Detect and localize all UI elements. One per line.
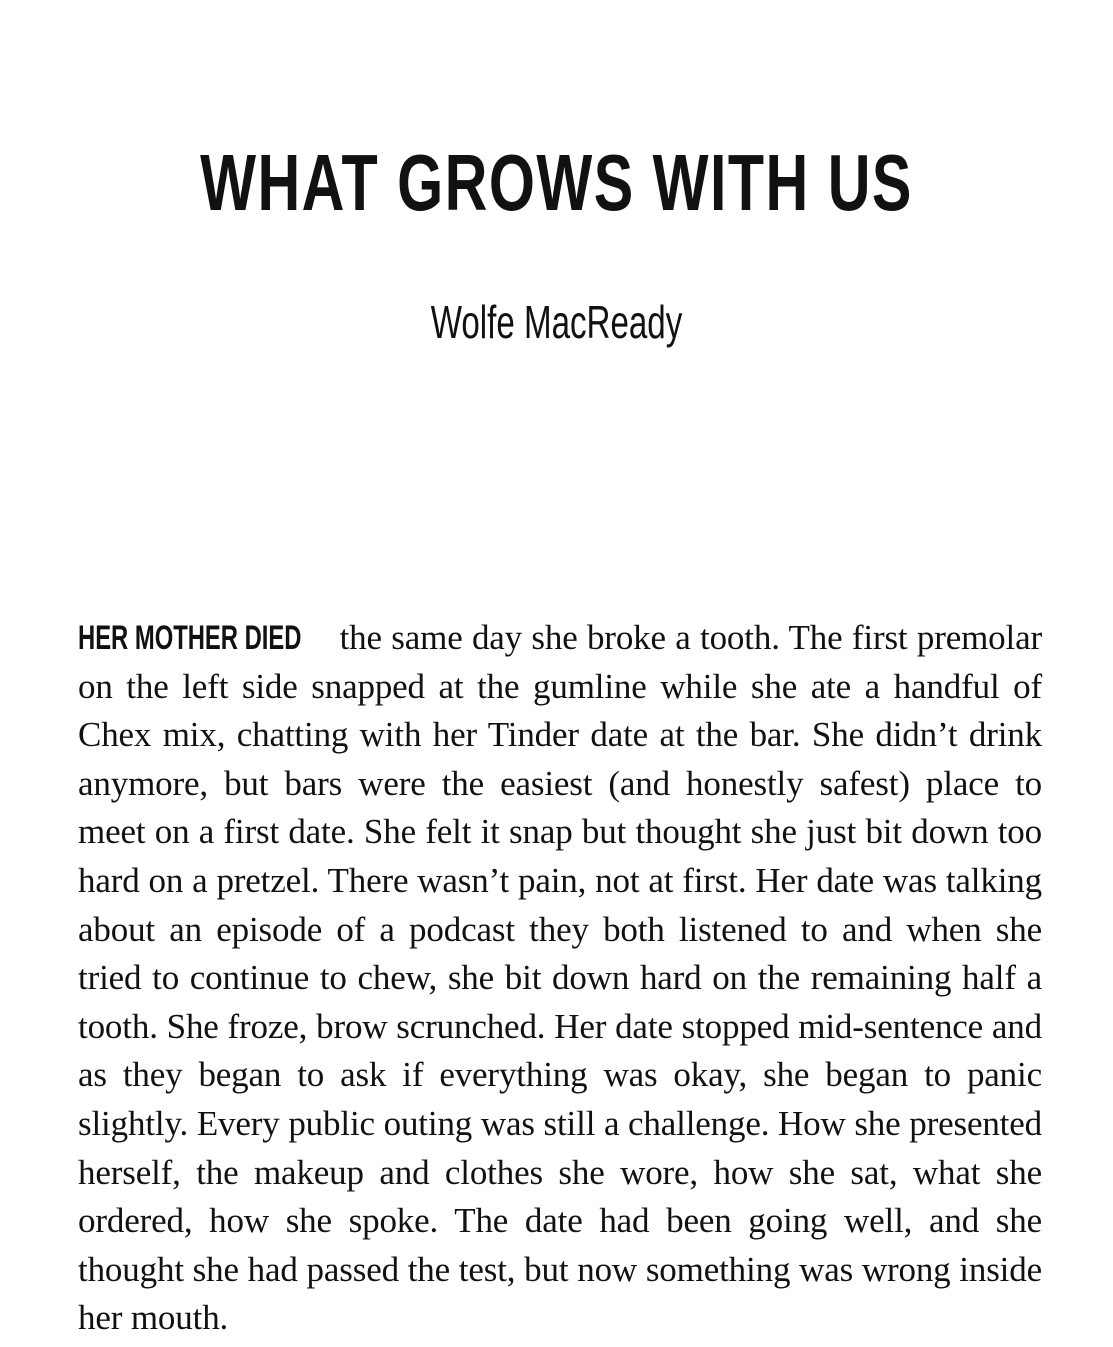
chapter-title: WHAT GROWS WITH US [200, 138, 913, 227]
body-paragraph [78, 614, 1042, 1343]
author-name: Wolfe MacReady [430, 296, 683, 348]
lead-in-text: HER MOTHER DIED [78, 619, 302, 657]
paragraph-text: the same day she broke a tooth. The first premolar on the left side snapped at the gumline while she ate a handful of Chex mix, chatting with her Tinder date at the bar. She didn’t drink anymore, but bars were the easiest (and honestly safest) place to meet on a first date. She felt it snap but thought she just bit down too hard on a pretzel. There wasn’t pain, not at first. Her date was talking about an episode of a podcast they both listened to and when she tried to continue to chew, she bit down hard on the remaining half a tooth. She froze, brow scrunched. Her date stopped mid-sentence and as they began to ask if everything was okay, she began to panic slightly. Every public outing was still a challenge. How she presented herself, the makeup and clothes she wore, how she sat, what she ordered, how she spoke. The date had been going well, and she thought she had passed the test, but now something was wrong inside her mouth. [78, 618, 1042, 1338]
